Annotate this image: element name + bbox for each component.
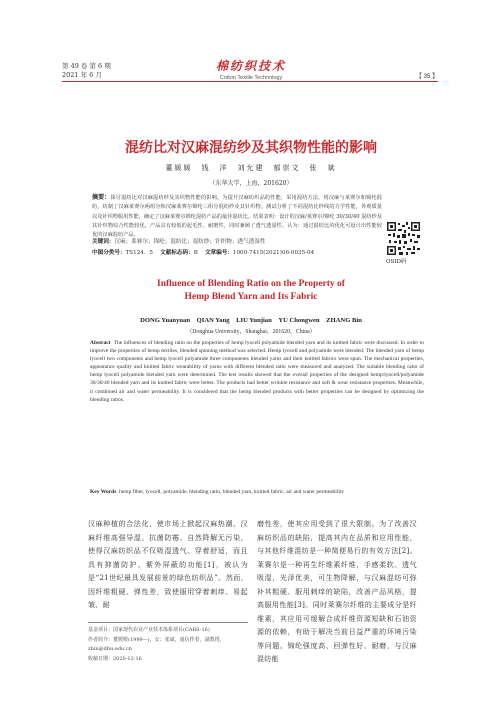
page-number: 【 35 】 bbox=[415, 74, 438, 80]
qr-code-icon[interactable] bbox=[386, 221, 421, 256]
footnotes bbox=[88, 626, 253, 664]
keywords-cn-label: 关键词： bbox=[92, 239, 115, 245]
footnote-author: 作者简介：董媛媛(1999—)，女；张斌，通信作者，副教授，zbin@dhu.edu.cn bbox=[88, 636, 225, 652]
clc-label: 中图分类号： bbox=[92, 250, 126, 256]
qr-code-label: OSID码 bbox=[386, 259, 407, 265]
abstract-cn-text: 探讨混纺比对汉麻混纺纱及其织物性能的影响。为提升汉麻纺织品的性能，采用混纺方法，将汉麻与莱赛尔和锦纶混纺，纺制了汉麻莱赛尔两组分和汉麻莱赛尔锦纶三组分混纺纱及其针织物。测试分析了不同混纺比纱线的力学性能，外观质量以及针织物服用性能，确定了汉麻莱赛尔锦纶混纺产品的最佳混纺比。结果表明：设计的汉麻/莱赛尔/锦纶 30/30/40 混纺纱及其针织物综合性能较优，产品具有较低的起毛性、耐磨性，同时兼顾了透气透湿性。认为：通过混纺比的优化可设计出性能较优的汉麻混纺产品。 bbox=[92, 195, 382, 239]
header-rule bbox=[62, 81, 438, 82]
keywords-cn-text: 汉麻；莱赛尔；锦纶；混纺比；混纺纱；针织物；透气透湿性 bbox=[114, 239, 266, 245]
title-en-line-2: Hemp Blend Yarn and Its Fabric bbox=[184, 292, 318, 302]
volume-number: 第 49 卷 第 6 期 bbox=[62, 62, 111, 70]
issue-date: 2021 年 6 月 bbox=[62, 71, 102, 79]
keywords-cn bbox=[92, 237, 265, 245]
paper-title-en bbox=[0, 278, 502, 304]
paper-title-cn: 混纺比对汉麻混纺纱及其织物性能的影响 bbox=[125, 140, 377, 156]
article-id-label: 文章编号： bbox=[204, 250, 233, 256]
classification-line bbox=[92, 248, 314, 256]
affiliation-cn: （东华大学，上海，201620） bbox=[209, 180, 293, 187]
footnote-rule bbox=[88, 622, 248, 623]
abstract-cn bbox=[92, 193, 382, 240]
abstract-cn-label: 摘要： bbox=[92, 194, 111, 201]
keywords-en-label: Key Words bbox=[90, 489, 117, 495]
doc-code-label: 文献标志码： bbox=[160, 250, 194, 256]
journal-name-en: Cotton Textile Technology bbox=[219, 75, 283, 81]
title-en-line-1: Influence of Blending Ratio on the Property of bbox=[157, 279, 345, 289]
authors-en: DONG Yuanyuan QIAN Yang LIU Yunjian YU Chongwen ZHANG Bin bbox=[140, 317, 362, 324]
keywords-en-text: hemp fiber, lyocell, polyamide, blending ratio, blended yarn, knitted fabric, air and water permeability bbox=[119, 489, 345, 495]
abstract-en bbox=[90, 339, 424, 404]
footnote-received: 收稿日期：2020-12-16 bbox=[88, 655, 142, 662]
keywords-en bbox=[90, 488, 424, 496]
footnote-fund: 基金项目：国家现代农业产业技术体系项目(CARS-16) bbox=[88, 627, 210, 633]
journal-logo-cn: 棉纺织技术 bbox=[215, 59, 286, 73]
doc-code-value: B bbox=[193, 250, 198, 256]
affiliation-en: （Donghua University，Shanghai，201620，China） bbox=[186, 329, 316, 335]
body-column-left: 汉麻种植的合法化，使市场上掀起汉麻热潮。汉麻纤维高强导湿、抗菌防霉、自然降解无污染，使得汉麻纺织品不仅吸湿透气、穿着舒适，而且具有抑菌防护、紫外屏蔽的功能[1]，被认为是“21世纪最具发展前景的绿色纺织品”。然而，因纤维粗硬、弹性差，致使服用穿着刺痒、易起皱、耐 bbox=[88, 520, 248, 609]
article-id-value: 1000-7415(2021)06-0035-04 bbox=[232, 250, 315, 256]
authors-cn: 董媛媛 钱 洋 刘允建 郁崇文 张 斌 bbox=[165, 164, 337, 172]
abstract-en-text: The influences of blending ratio on the properties of hemp lyocell polyamide blended yarn and its knitted fabric were discussed. In order to improve the properties of hemp textiles, blended spinning method was selected. Hemp lyocell and polyamide were blended. The blended yarn of hemp lyocell two components and hemp lyocell polyamide three components blended yarns and their knitted fabrics were spun. The mechanical properties, appearance quality and knitted fabric wearability of yarns with different blended ratio were measured and analyzed. The suitable blending ratio of hemp lyocell polyamide blended yarn were determined. The test results showed that the overall properties of the designed hemp/lyocell/polyamide 30/30/40 blended yarn and its knitted fabric were better. The products had better wrinkle resistance and soft & wear resistance properties. Meanwhile, it combined air and water permeability. It is considered that the hemp blended products with better properties can be designed by optimizing the blending ratios. bbox=[90, 340, 425, 403]
body-column-right: 磨性差，使其应用受到了很大限制。为了改善汉麻纺织品的缺陷，提高其内在品质和应用性能，与其他纤维混纺是一种简便易行的有效方法[2]。莱赛尔是一种再生纤维素纤维，手感柔软、透气吸湿，光泽优美，可生物降解，与汉麻混纺可弥补其粗硬、服用刺痒的缺陷，改善产品风格，提高服用性能[3]。同时莱赛尔纤维的主要成分是纤维素，其应用可缓解合成纤维资源短缺和石油资源的依赖，有助于解决当前日益严重的环境污染等问题。锦纶强度高、回弹性好、耐磨，与汉麻混纺能 bbox=[257, 520, 417, 663]
clc-value: TS124．5 bbox=[125, 250, 153, 256]
abstract-en-label: Abstract bbox=[90, 340, 111, 346]
